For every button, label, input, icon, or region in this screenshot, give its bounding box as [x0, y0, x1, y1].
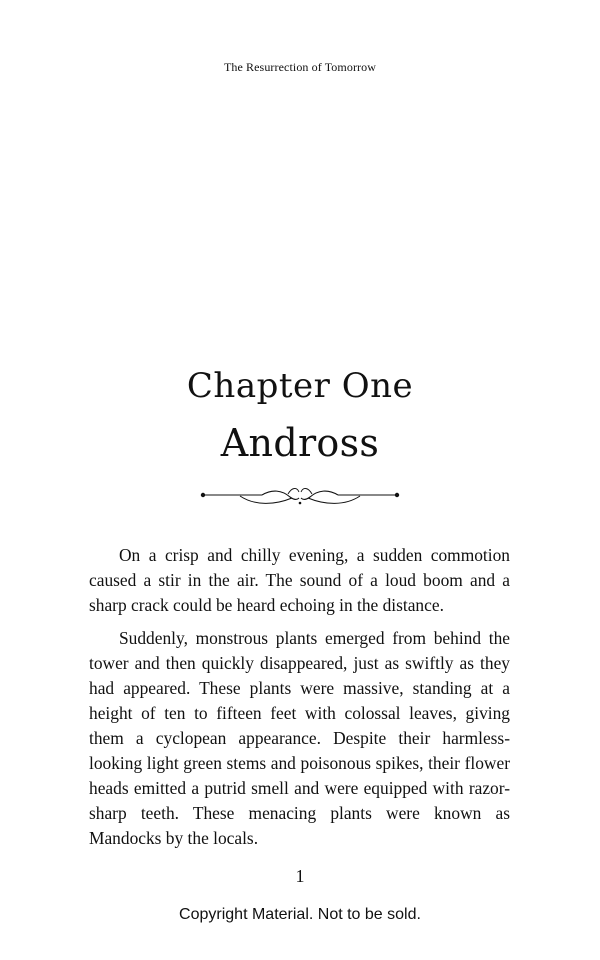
chapter-title: Andross — [220, 421, 380, 465]
body-paragraph: On a crisp and chilly evening, a sudden commotion caused a stir in the air. The sound of a loud boom and a sharp crack could be heard echoing in the distance. — [89, 545, 510, 615]
running-head: The Resurrection of Tomorrow — [223, 60, 377, 74]
copyright-notice: Copyright Material. Not to be sold. — [179, 906, 421, 923]
chapter-number: Chapter One — [186, 366, 414, 406]
chapter-body — [89, 543, 510, 859]
body-paragraph: Suddenly, monstrous plants emerged from behind the tower and then quickly disappeared, just as swiftly as they had appeared. These plants were massive, standing at a height of ten to fifteen feet with colossal leaves, giving them a cyclopean appearance. Despite their harmless-looking light green stems and poisonous spikes, their flower heads emitted a putrid smell and were equipped with razor-sharp teeth. These menacing plants were known as Mandocks by the locals. — [89, 628, 510, 848]
flourish-divider-icon — [200, 484, 400, 510]
chapter-heading — [0, 363, 600, 471]
page-number: 1 — [295, 866, 305, 886]
